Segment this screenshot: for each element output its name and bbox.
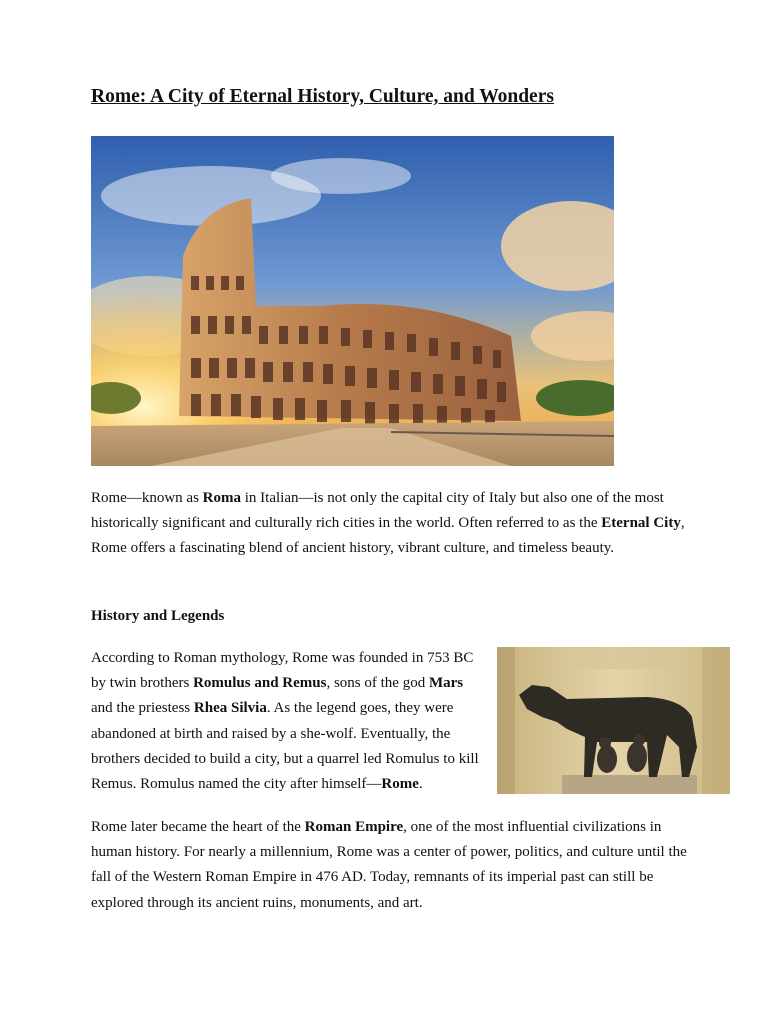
empire-paragraph: Rome later became the heart of the Roman Empire, one of the most influential civilizations in human history. For nearly a millennium, Rome was a center of power, politics, and culture until the fall of the Western Roman Empire in 476 AD. Today, remnants of its imperial past can still be explored through its ancient ruins, monuments, and art. <box>91 819 687 911</box>
roma-bold: Roma <box>202 490 241 506</box>
capitoline-wolf-photo <box>497 647 730 794</box>
page-title: Rome: A City of Eternal History, Culture, and Wonders <box>91 86 554 107</box>
roman-empire-bold: Roman Empire <box>304 819 404 835</box>
history-heading: History and Legends <box>91 608 225 624</box>
intro-paragraph: Rome—known as Roma in Italian—is not only the capital city of Italy but also one of the most historically significant and culturally rich cities in the world. Often referred to as the Eternal City, Rome offers a fascinating blend of ancient history, vibrant culture, and timeless beauty. <box>91 490 685 557</box>
eternal-city-bold: Eternal City <box>601 515 681 532</box>
colosseum-photo <box>91 136 614 466</box>
legend-paragraph: According to Roman mythology, Rome was founded in 753 BC by twin brothers Romulus and Remus, sons of the god Mars and the priestess Rhea Silvia. As the legend goes, they were abandoned at birth and raised by a she-wolf. Eventually, the brothers decided to build a city, but a quarrel led Romulus to kill Remus. Romulus named the city after himself—Rome. <box>91 650 479 793</box>
